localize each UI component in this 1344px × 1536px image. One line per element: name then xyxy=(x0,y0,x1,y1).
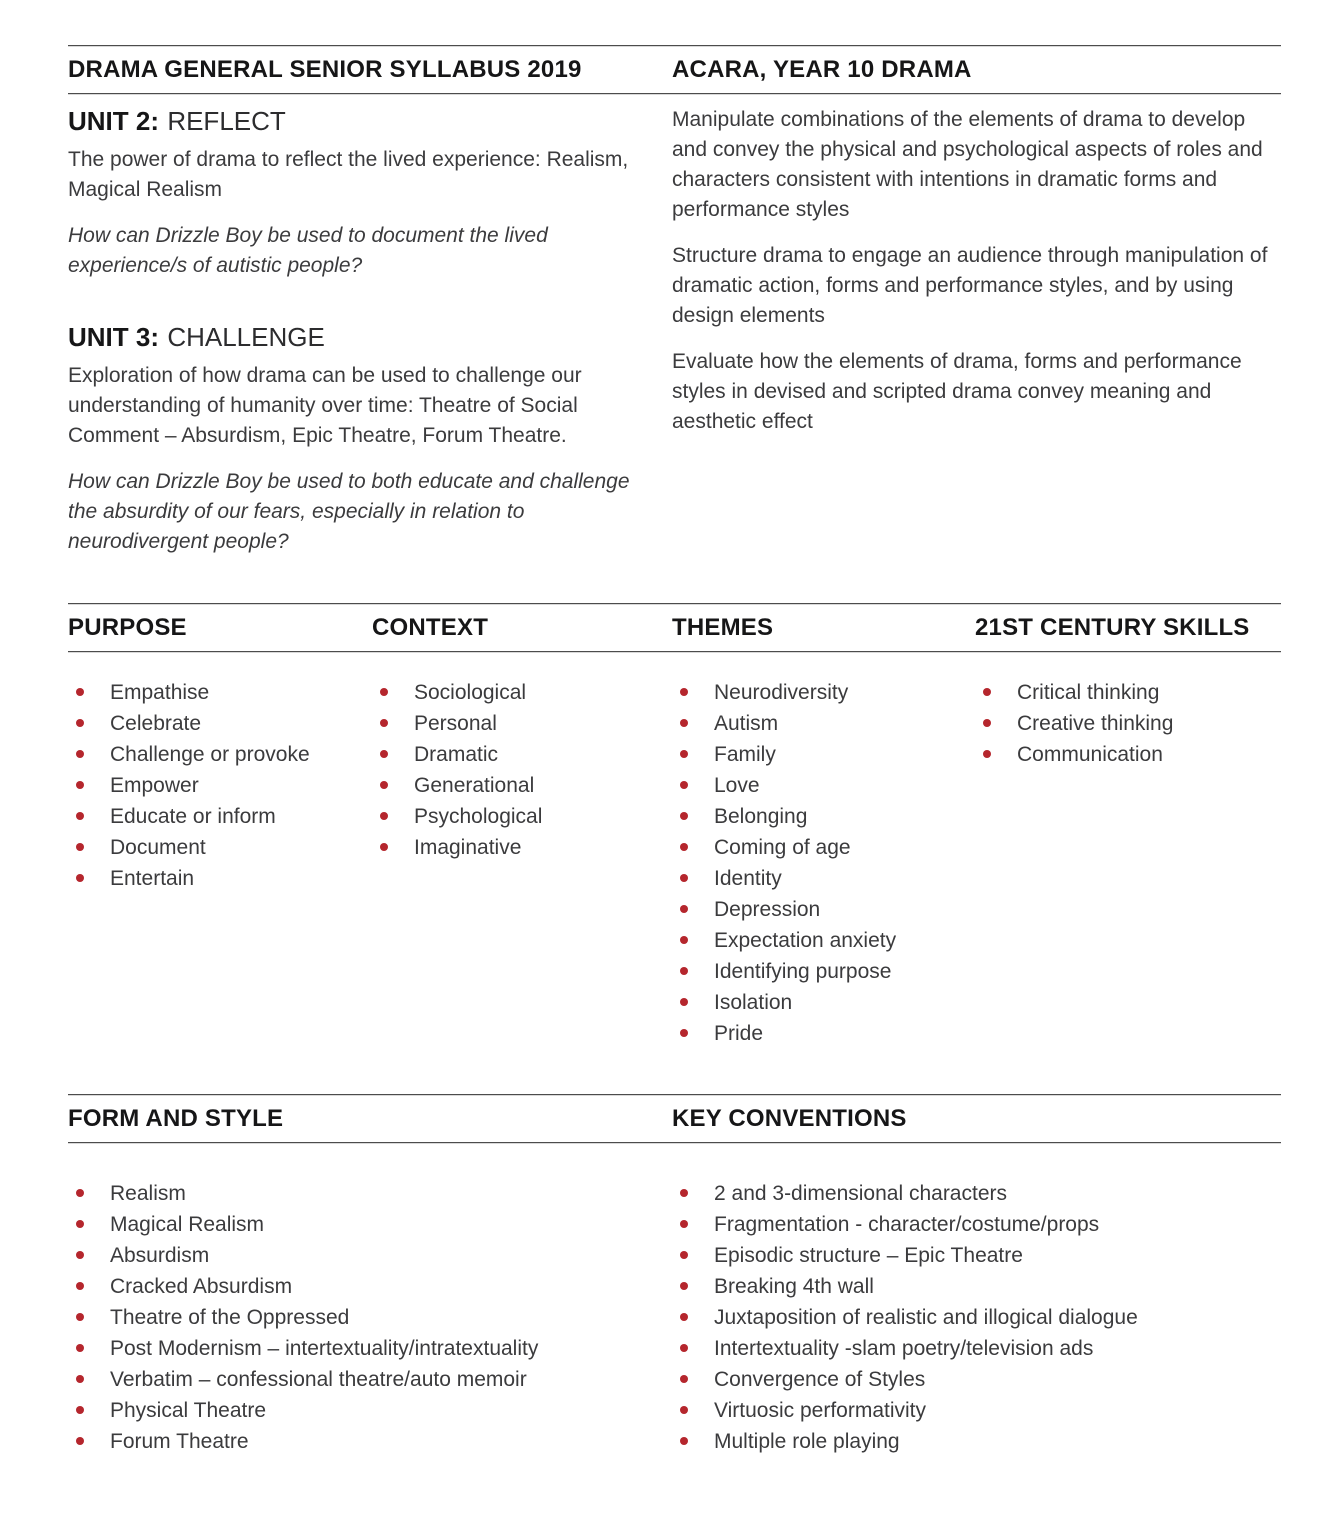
bottom-content xyxy=(68,1154,1281,1457)
list-item xyxy=(672,1018,975,1049)
key-conventions-list xyxy=(672,1178,1281,1457)
acara-column xyxy=(672,105,1281,557)
bullet-icon xyxy=(76,1220,84,1228)
unit-2-question: How can Drizzle Boy be used to document the lived experience/s of autistic people? xyxy=(68,224,548,277)
bottom-header-row xyxy=(68,1096,1281,1142)
bullet-icon xyxy=(680,998,688,1006)
bullet-icon xyxy=(983,750,991,758)
list-item xyxy=(672,739,975,770)
list-item xyxy=(68,863,372,894)
bullet-icon xyxy=(680,1029,688,1037)
list-item xyxy=(672,1333,1281,1364)
bullet-icon xyxy=(76,1313,84,1321)
bullet-icon xyxy=(76,1437,84,1445)
bullet-icon xyxy=(76,1251,84,1259)
list-item xyxy=(672,1240,1281,1271)
bullet-icon xyxy=(680,1220,688,1228)
list-item-label: Belonging xyxy=(714,805,808,828)
list-item xyxy=(68,1302,630,1333)
list-item xyxy=(372,770,672,801)
list-item xyxy=(672,1364,1281,1395)
list-item-label: Critical thinking xyxy=(1017,681,1160,704)
list-item-label: Creative thinking xyxy=(1017,712,1174,735)
unit-2-label: UNIT 2: xyxy=(68,106,159,136)
bullet-icon xyxy=(380,781,388,789)
bullet-icon xyxy=(680,1251,688,1259)
bullet-icon xyxy=(680,1375,688,1383)
list-item xyxy=(672,1271,1281,1302)
list-item xyxy=(372,708,672,739)
bullet-icon xyxy=(680,874,688,882)
list-item-label: Depression xyxy=(714,898,821,921)
column-header-themes: THEMES xyxy=(672,614,774,641)
list-item xyxy=(672,1426,1281,1457)
list-item-label: Cracked Absurdism xyxy=(110,1275,293,1298)
bullet-icon xyxy=(76,688,84,696)
list-item xyxy=(975,677,1281,708)
list-item xyxy=(68,770,372,801)
list-item xyxy=(672,1302,1281,1333)
themes-list xyxy=(672,677,975,1049)
bullet-icon xyxy=(76,719,84,727)
list-item-label: Forum Theatre xyxy=(110,1430,249,1453)
unit-3-heading xyxy=(68,321,630,353)
list-item-label: Document xyxy=(110,836,206,859)
list-item xyxy=(672,956,975,987)
list-item xyxy=(672,708,975,739)
list-item-label: Breaking 4th wall xyxy=(714,1275,874,1298)
bullet-icon xyxy=(983,688,991,696)
list-item-label: Expectation anxiety xyxy=(714,929,897,952)
bullet-icon xyxy=(76,812,84,820)
unit-2-description: The power of drama to reflect the lived experience: Realism, Magical Realism xyxy=(68,148,629,201)
bullet-icon xyxy=(680,1344,688,1352)
list-item xyxy=(68,677,372,708)
middle-header-row xyxy=(68,605,1281,651)
list-item xyxy=(672,863,975,894)
purpose-list xyxy=(68,677,372,1049)
list-item xyxy=(68,1333,630,1364)
unit-2-heading xyxy=(68,105,630,137)
list-item-label: Neurodiversity xyxy=(714,681,849,704)
list-item-label: Convergence of Styles xyxy=(714,1368,926,1391)
bullet-icon xyxy=(680,905,688,913)
bullet-icon xyxy=(76,1282,84,1290)
column-header-purpose: PURPOSE xyxy=(68,614,187,641)
top-content xyxy=(68,105,1281,557)
bullet-icon xyxy=(680,967,688,975)
bullet-icon xyxy=(680,1437,688,1445)
section-header-syllabus: DRAMA GENERAL SENIOR SYLLABUS 2019 xyxy=(68,56,582,83)
list-item xyxy=(68,801,372,832)
column-header-context: CONTEXT xyxy=(372,614,489,641)
list-item-label: Dramatic xyxy=(414,743,499,766)
unit-2-block xyxy=(68,105,630,281)
list-item xyxy=(672,677,975,708)
list-item-label: Celebrate xyxy=(110,712,202,735)
list-item-label: Sociological xyxy=(414,681,527,704)
list-item xyxy=(672,894,975,925)
bullet-icon xyxy=(680,719,688,727)
acara-paragraph: Structure drama to engage an audience through manipulation of dramatic action, forms and performance styles, and by using design elements xyxy=(672,244,1268,327)
column-header-key-conventions: KEY CONVENTIONS xyxy=(672,1105,907,1132)
list-item xyxy=(672,1178,1281,1209)
list-item-label: Intertextuality -slam poetry/television ads xyxy=(714,1337,1094,1360)
top-header-row xyxy=(68,47,1281,93)
list-item xyxy=(68,1426,630,1457)
unit-3-name: CHALLENGE xyxy=(167,322,325,352)
list-item-label: Fragmentation - character/costume/props xyxy=(714,1213,1100,1236)
list-item-label: Realism xyxy=(110,1182,186,1205)
unit-3-block xyxy=(68,321,630,557)
list-item-label: Pride xyxy=(714,1022,764,1045)
list-item xyxy=(975,739,1281,770)
list-item-label: Identity xyxy=(714,867,782,890)
bullet-icon xyxy=(983,719,991,727)
list-item xyxy=(372,832,672,863)
unit-3-question: How can Drizzle Boy be used to both educate and challenge the absurdity of our fears, especially in relation to neurodivergent people? xyxy=(68,470,630,553)
list-item-label: Empower xyxy=(110,774,199,797)
bullet-icon xyxy=(680,1282,688,1290)
bullet-icon xyxy=(76,1344,84,1352)
list-item xyxy=(68,1364,630,1395)
list-item xyxy=(672,1209,1281,1240)
bullet-icon xyxy=(680,1406,688,1414)
form-style-list xyxy=(68,1178,630,1457)
list-item-label: Coming of age xyxy=(714,836,851,859)
bullet-icon xyxy=(680,843,688,851)
bullet-icon xyxy=(680,936,688,944)
list-item-label: Love xyxy=(714,774,760,797)
list-item-label: Generational xyxy=(414,774,535,797)
list-item xyxy=(372,801,672,832)
bullet-icon xyxy=(380,812,388,820)
column-header-form-style: FORM AND STYLE xyxy=(68,1105,284,1132)
list-item-label: Theatre of the Oppressed xyxy=(110,1306,350,1329)
divider-top-under xyxy=(68,93,1281,95)
list-item-label: Personal xyxy=(414,712,497,735)
bullet-icon xyxy=(680,688,688,696)
divider-bottom-under xyxy=(68,1142,1281,1144)
bullet-icon xyxy=(380,843,388,851)
middle-content xyxy=(68,653,1281,1049)
list-item-label: Physical Theatre xyxy=(110,1399,267,1422)
bullet-icon xyxy=(76,1189,84,1197)
list-item xyxy=(68,1240,630,1271)
list-item xyxy=(672,925,975,956)
list-item-label: Virtuosic performativity xyxy=(714,1399,927,1422)
list-item xyxy=(68,832,372,863)
section-header-acara: ACARA, YEAR 10 DRAMA xyxy=(672,56,972,83)
list-item xyxy=(672,801,975,832)
list-item-label: Challenge or provoke xyxy=(110,743,310,766)
list-item xyxy=(68,1271,630,1302)
bullet-icon xyxy=(76,781,84,789)
list-item xyxy=(68,708,372,739)
list-item-label: Autism xyxy=(714,712,779,735)
list-item xyxy=(68,1209,630,1240)
list-item-label: Entertain xyxy=(110,867,195,890)
list-item-label: Isolation xyxy=(714,991,793,1014)
acara-paragraph: Manipulate combinations of the elements of drama to develop and convey the physical and psychological aspects of roles and characters consistent with intentions in dramatic forms and performance styles xyxy=(672,108,1263,221)
list-item xyxy=(672,832,975,863)
list-item-label: Identifying purpose xyxy=(714,960,892,983)
acara-paragraph: Evaluate how the elements of drama, forms and performance styles in devised and scripted drama convey meaning and aesthetic effect xyxy=(672,350,1242,433)
bullet-icon xyxy=(680,750,688,758)
list-item xyxy=(68,739,372,770)
bullet-icon xyxy=(76,1375,84,1383)
syllabus-column xyxy=(68,105,630,557)
list-item-label: Communication xyxy=(1017,743,1163,766)
unit-3-label: UNIT 3: xyxy=(68,322,159,352)
list-item-label: Educate or inform xyxy=(110,805,276,828)
bullet-icon xyxy=(76,1406,84,1414)
bullet-icon xyxy=(380,688,388,696)
list-item-label: Magical Realism xyxy=(110,1213,265,1236)
list-item-label: Family xyxy=(714,743,776,766)
bullet-icon xyxy=(680,781,688,789)
list-item-label: Multiple role playing xyxy=(714,1430,900,1453)
bullet-icon xyxy=(76,843,84,851)
bullet-icon xyxy=(380,750,388,758)
list-item xyxy=(372,739,672,770)
context-list xyxy=(372,677,672,1049)
list-item-label: Post Modernism – intertextuality/intratextuality xyxy=(110,1337,539,1360)
list-item xyxy=(372,677,672,708)
skills-list xyxy=(975,677,1281,1049)
list-item xyxy=(672,987,975,1018)
list-item xyxy=(975,708,1281,739)
list-item xyxy=(672,770,975,801)
bullet-icon xyxy=(76,874,84,882)
unit-2-name: REFLECT xyxy=(167,106,286,136)
list-item xyxy=(68,1178,630,1209)
list-item xyxy=(672,1395,1281,1426)
column-header-skills: 21ST CENTURY SKILLS xyxy=(975,614,1250,641)
list-item-label: Episodic structure – Epic Theatre xyxy=(714,1244,1023,1267)
list-item-label: Empathise xyxy=(110,681,210,704)
unit-3-description: Exploration of how drama can be used to challenge our understanding of humanity over time: Theatre of Social Comment – Absurdism, Epic Theatre, Forum Theatre. xyxy=(68,364,582,447)
bullet-icon xyxy=(680,812,688,820)
list-item-label: Psychological xyxy=(414,805,543,828)
list-item xyxy=(68,1395,630,1426)
list-item-label: Verbatim – confessional theatre/auto memoir xyxy=(110,1368,527,1391)
list-item-label: Juxtaposition of realistic and illogical dialogue xyxy=(714,1306,1138,1329)
bullet-icon xyxy=(680,1313,688,1321)
list-item-label: Imaginative xyxy=(414,836,522,859)
bullet-icon xyxy=(680,1189,688,1197)
bullet-icon xyxy=(76,750,84,758)
list-item-label: Absurdism xyxy=(110,1244,210,1267)
list-item-label: 2 and 3-dimensional characters xyxy=(714,1182,1007,1205)
bullet-icon xyxy=(380,719,388,727)
